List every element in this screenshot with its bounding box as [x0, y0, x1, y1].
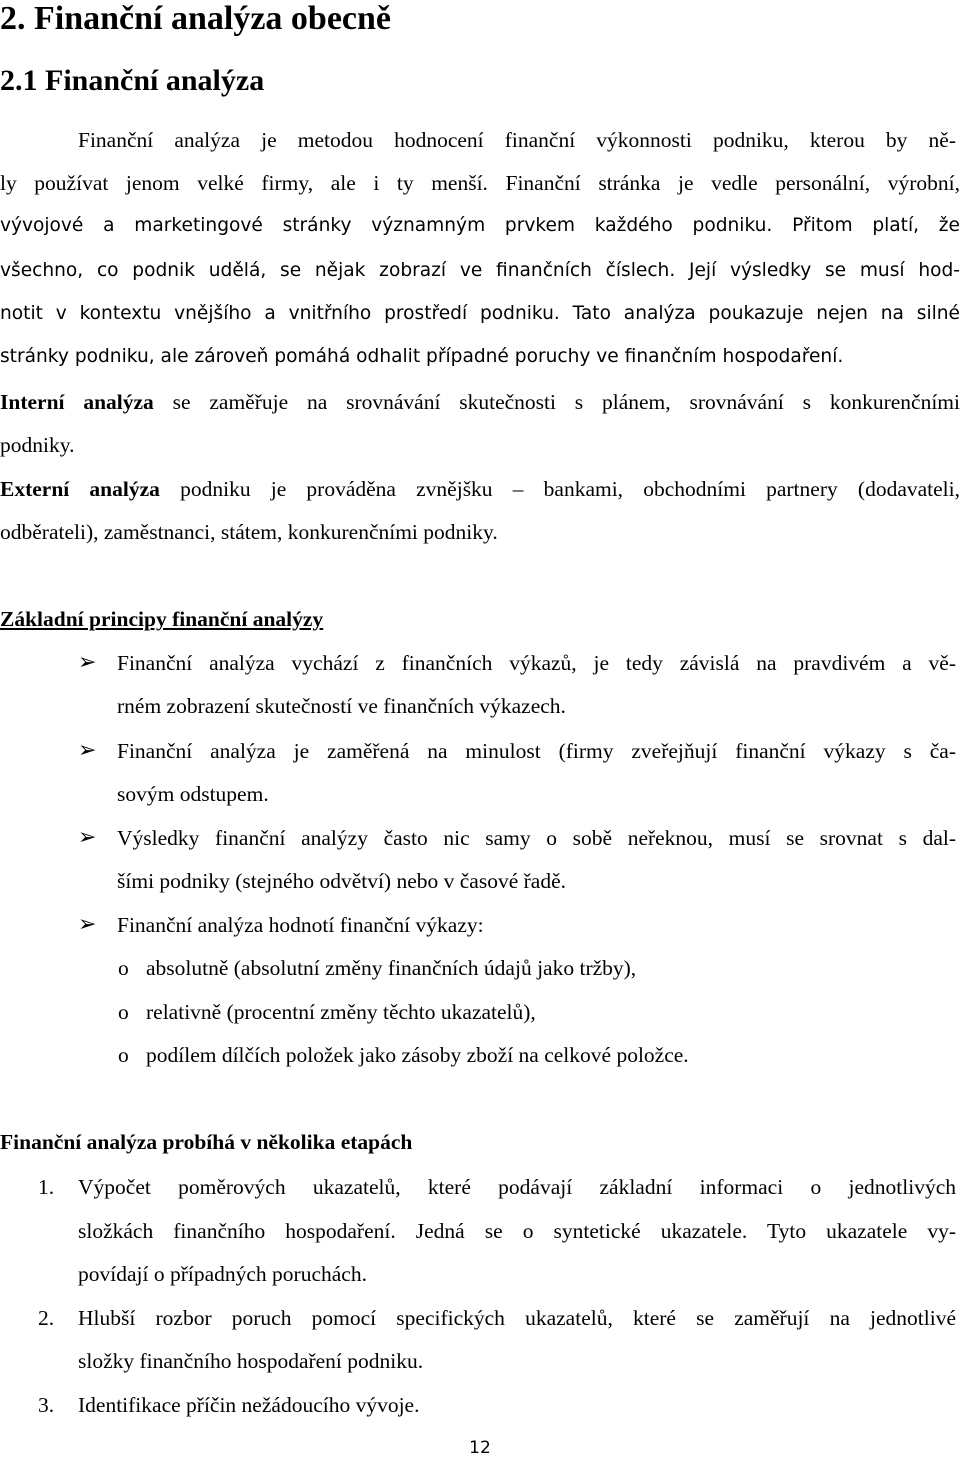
list-item: Finanční analýza hodnotí finanční výkazy: [117, 913, 484, 937]
external-analysis-line: Externí analýza podniku je prováděna zvnějšku – bankami, obchodními partnery (dodavateli, [0, 477, 960, 501]
paragraph-line: Finanční analýza je metodou hodnocení finanční výkonnosti podniku, kterou by ně- [78, 128, 956, 152]
principles-heading: Základní principy finanční analýzy [0, 607, 324, 631]
numbered-item-continuation: složky finančního hospodaření podniku. [78, 1349, 424, 1373]
stages-heading: Finanční analýza probíhá v několika etapách [0, 1130, 413, 1154]
paragraph-line: vývojové a marketingové stránky významným prvkem každého podniku. Přitom platí, že [0, 215, 960, 236]
paragraph-line: notit v kontextu vnějšího a vnitřního prostředí podniku. Tato analýza poukazuje nejen na silné [0, 303, 960, 324]
internal-analysis-term: Interní analýza [0, 390, 154, 414]
list-item: Výsledky finanční analýzy často nic samy o sobě neřeknou, musí se srovnat s dal- [117, 826, 956, 850]
arrow-bullet-icon: ➢ [78, 912, 97, 937]
list-item-continuation: sovým odstupem. [117, 782, 269, 806]
circle-bullet-icon: o [118, 1043, 129, 1067]
list-number: 3. [38, 1393, 55, 1417]
sub-list-item: relativně (procentní změny těchto ukazatelů), [146, 1000, 536, 1024]
circle-bullet-icon: o [118, 1000, 129, 1024]
paragraph-line: odběrateli), zaměstnanci, státem, konkurenčními podniky. [0, 520, 498, 544]
arrow-bullet-icon: ➢ [78, 825, 97, 850]
arrow-bullet-icon: ➢ [78, 738, 97, 763]
paragraph-line: stránky podniku, ale zároveň pomáhá odhalit případné poruchy ve finančním hospodaření. [0, 346, 844, 367]
list-item-continuation: rném zobrazení skutečností ve finančních výkazech. [117, 694, 566, 718]
numbered-item: Identifikace příčin nežádoucího vývoje. [78, 1393, 420, 1417]
paragraph-line: všechno, co podnik udělá, se nějak zobrazí ve finančních číslech. Její výsledky se musí hod- [0, 260, 960, 281]
section-title: 2.1 Finanční analýza [0, 64, 265, 97]
sub-list-item: absolutně (absolutní změny finančních údajů jako tržby), [146, 956, 637, 980]
list-item-continuation: šími podniky (stejného odvětví) nebo v časové řadě. [117, 869, 567, 893]
numbered-item: Hlubší rozbor poruch pomocí specifických ukazatelů, které se zaměřují na jednotlivé [78, 1306, 956, 1330]
external-analysis-term: Externí analýza [0, 477, 160, 501]
page-title: 2. Finanční analýza obecně [0, 0, 392, 37]
numbered-item-continuation: povídají o případných poruchách. [78, 1262, 367, 1286]
list-number: 1. [38, 1175, 55, 1199]
list-item: Finanční analýza vychází z finančních výkazů, je tedy závislá na pravdivém a vě- [117, 651, 956, 675]
circle-bullet-icon: o [118, 956, 129, 980]
page-number: 12 [469, 1438, 491, 1458]
internal-analysis-line: Interní analýza se zaměřuje na srovnávání skutečnosti s plánem, srovnávání s konkurenčními [0, 390, 960, 414]
paragraph-line: ly používat jenom velké firmy, ale i ty menší. Finanční stránka je vedle personální, výrobní, [0, 171, 960, 195]
paragraph-line: podniky. [0, 433, 75, 457]
numbered-item-continuation: složkách finančního hospodaření. Jedná se o syntetické ukazatele. Tyto ukazatele vy- [78, 1219, 956, 1243]
list-item: Finanční analýza je zaměřená na minulost (firmy zveřejňují finanční výkazy s ča- [117, 739, 956, 763]
list-number: 2. [38, 1306, 55, 1330]
numbered-item: Výpočet poměrových ukazatelů, které podávají základní informaci o jednotlivých [78, 1175, 956, 1199]
sub-list-item: podílem dílčích položek jako zásoby zboží na celkové položce. [146, 1043, 689, 1067]
arrow-bullet-icon: ➢ [78, 650, 97, 675]
